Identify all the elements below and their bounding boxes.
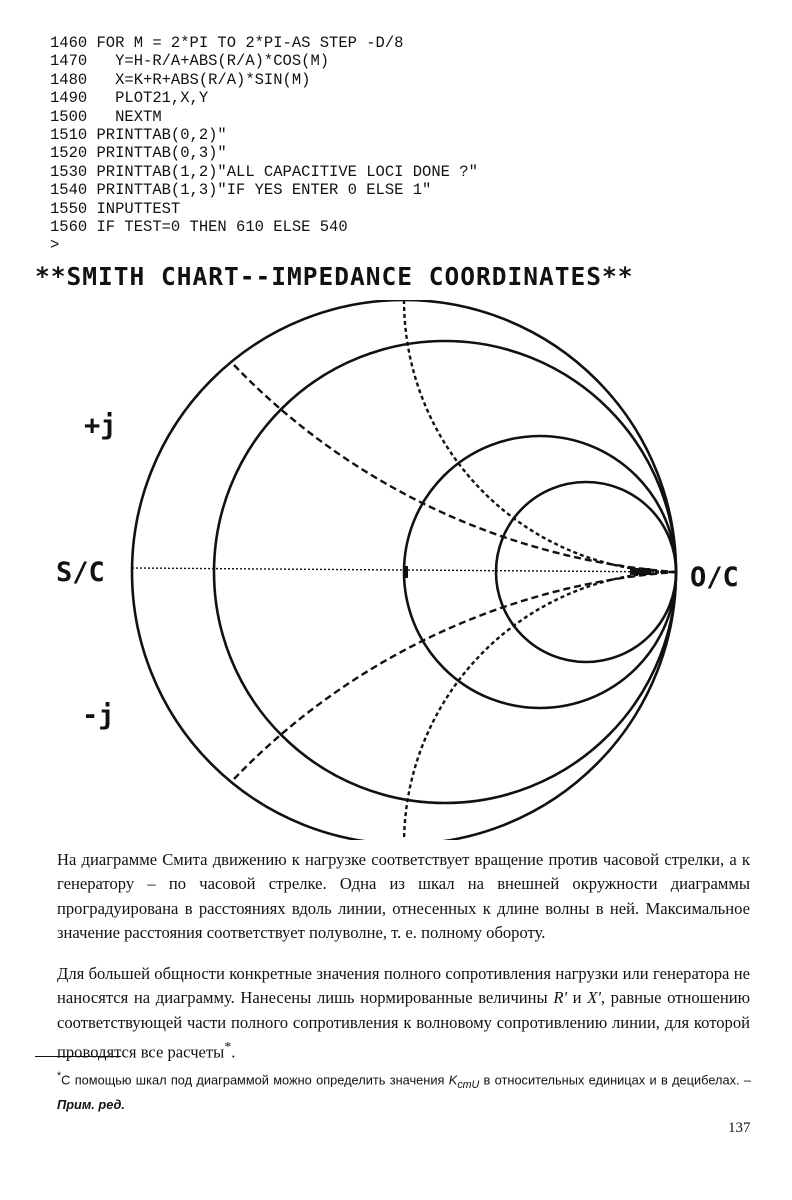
label-short-circuit: S/C: [56, 557, 105, 588]
code-line: >: [50, 236, 60, 255]
label-open-circuit: O/C: [690, 562, 739, 593]
code-line: 1540 PRINTTAB(1,3)"IF YES ENTER 0 ELSE 1": [50, 181, 432, 200]
page-number: 137: [728, 1120, 751, 1136]
footnote-divider: [35, 1056, 121, 1057]
symbol-r-prime: R': [553, 988, 568, 1008]
code-line: 1470 Y=H-R/A+ABS(R/A)*COS(M): [50, 52, 330, 71]
code-line: 1480 X=K+R+ABS(R/A)*SIN(M): [50, 70, 311, 89]
footnote-reference: *: [224, 1039, 232, 1055]
code-line: 1560 IF TEST=0 THEN 610 ELSE 540: [50, 218, 348, 237]
code-line: 1530 PRINTTAB(1,2)"ALL CAPACITIVE LOCI DONE ?": [50, 162, 478, 181]
paragraph-2-period: .: [231, 1042, 236, 1062]
paragraph-2-end: , равные отношению соответствующей части полного сопротивления к волновому сопротивлению линии, для которой проводятся все расчеты: [57, 988, 750, 1062]
open-circuit-marker: [630, 568, 650, 575]
footnote-text-start: С помощью шкал под диаграммой можно определить значения: [61, 1072, 449, 1088]
editor-note: Прим. ред.: [57, 1096, 125, 1112]
reactance-arc-x-minus-0.4: [234, 572, 676, 779]
footnote-text-end: в относительных единицах и в децибелах. –: [479, 1072, 752, 1088]
symbol-k-subscript: стU: [457, 1078, 480, 1091]
code-line: 1460 FOR M = 2*PI TO 2*PI-AS STEP -D/8: [50, 34, 404, 52]
paragraph-2: [57, 962, 750, 1065]
code-line: 1510 PRINTTAB(0,2)": [50, 126, 227, 145]
label-plus-j: +j: [84, 410, 117, 441]
paragraph-2-and: и: [567, 988, 588, 1008]
code-line: 1500 NEXTM: [50, 107, 162, 126]
code-line: 1490 PLOT21,X,Y: [50, 89, 209, 108]
code-listing: [50, 34, 478, 255]
label-minus-j: -j: [82, 700, 115, 731]
chart-title: **SMITH CHART--IMPEDANCE COORDINATES**: [35, 262, 634, 291]
reactance-arc-x-minus-1: [404, 572, 676, 840]
symbol-x-prime: X': [587, 988, 601, 1008]
footnote-marker: *: [57, 1070, 62, 1082]
footnote: [57, 1066, 751, 1115]
paragraph-1: На диаграмме Смита движению к нагрузке соответствует вращение против часовой стрелки, а к генератору – по часовой стрелке. Одна из шкал на внешней окружности диаграммы проградуирована в расстояниях вдоль линии, отнесенных к длине волны в ней. Максимальное значение расстояния соответствует полуволне, т. е. полному обороту.: [57, 850, 750, 943]
reactance-arc-x-plus-0.4: [234, 365, 676, 572]
symbol-k: K: [448, 1072, 458, 1088]
axis-tick-left: [404, 566, 408, 578]
code-line: 1520 PRINTTAB(0,3)": [50, 144, 227, 163]
paragraph-2-start: Для большей общности конкретные значения полного сопротивления нагрузки или генератора не наносятся на диаграмму. Нанесены лишь нормированные величины: [57, 964, 750, 1008]
smith-chart-diagram: [0, 300, 792, 840]
code-line: 1550 INPUTTEST: [50, 199, 181, 218]
